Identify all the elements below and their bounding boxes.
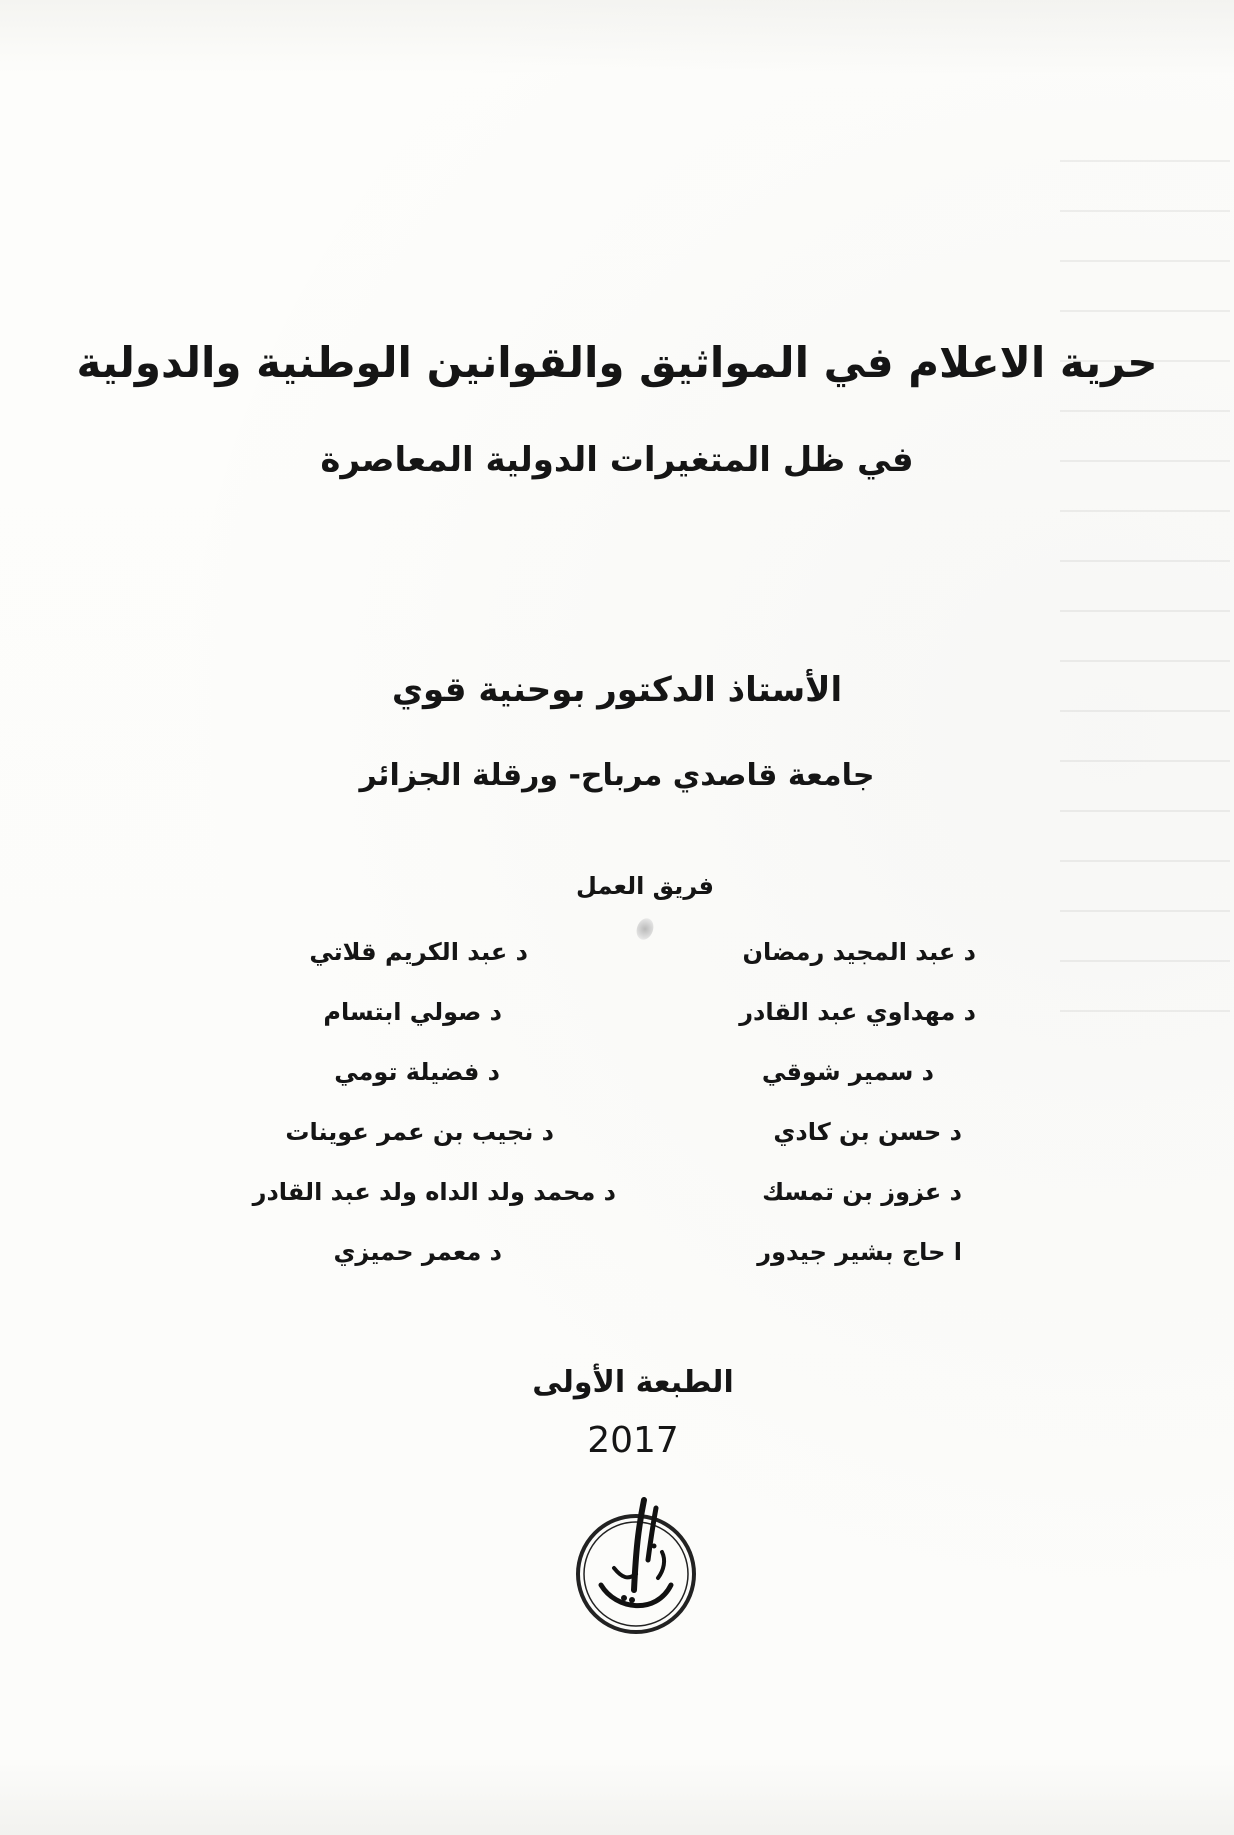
publisher-logo [566, 1490, 706, 1640]
author-university: جامعة قاصدي مرباح- ورقلة الجزائر [359, 758, 875, 793]
book-subtitle: في ظل المتغيرات الدولية المعاصرة [320, 440, 914, 480]
edition-year: 2017 [587, 1420, 679, 1461]
team-member: د صولي ابتسام [323, 998, 502, 1026]
book-title: حرية الاعلام في المواثيق والقوانين الوطنية والدولية [76, 338, 1158, 387]
team-label: فريق العمل [576, 872, 714, 900]
author-name: الأستاذ الدكتور بوحنية قوي [391, 670, 843, 710]
team-member: د مهداوي عبد القادر [739, 998, 976, 1026]
edition-label: الطبعة الأولى [532, 1365, 734, 1400]
bleed-through-lines [1060, 160, 1230, 1260]
team-member: د عبد المجيد رمضان [742, 938, 976, 966]
team-member: د حسن بن كادي [773, 1118, 962, 1146]
ink-spot [634, 916, 657, 942]
team-member: د سمير شوقي [761, 1058, 934, 1086]
team-member: د نجيب بن عمر عوينات [285, 1118, 554, 1146]
team-member: د معمر حميزي [333, 1238, 502, 1266]
team-member: ا حاج بشير جيدور [757, 1238, 962, 1266]
team-member: د فضيلة تومي [334, 1058, 500, 1086]
team-member: د محمد ولد الداه ولد عبد القادر [252, 1178, 616, 1206]
team-member: د عزوز بن تمسك [762, 1178, 962, 1206]
team-member: د عبد الكريم قلاتي [309, 938, 528, 966]
